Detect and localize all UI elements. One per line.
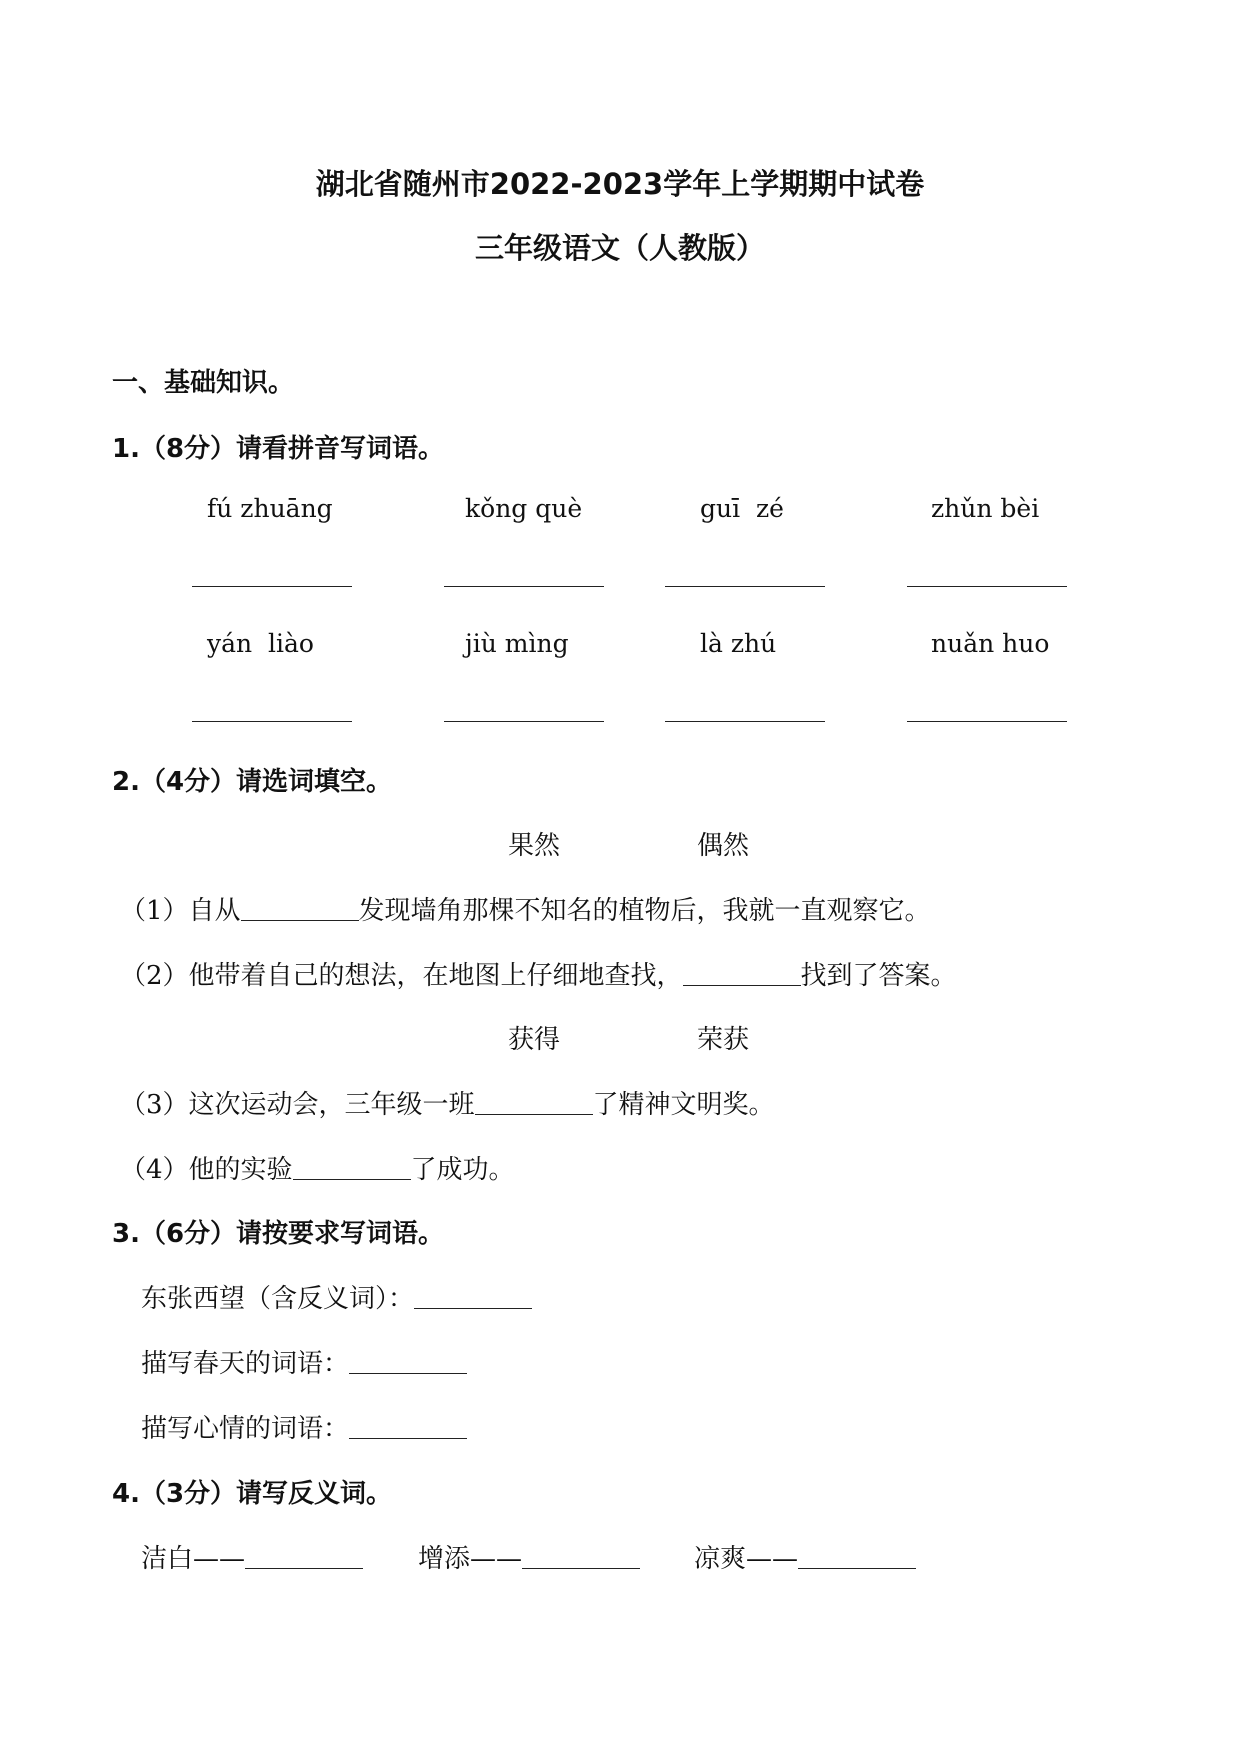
word-option: 获得 — [508, 1025, 561, 1055]
word-option: 荣获 — [697, 1025, 750, 1055]
antonym-word: 凉爽—— — [694, 1544, 799, 1574]
fill-blank[interactable] — [245, 1544, 363, 1569]
question-3-label: 3.（6分）请按要求写词语。 — [112, 1219, 445, 1249]
answer-line[interactable] — [665, 586, 825, 587]
exam-subtitle: 三年级语文（人教版） — [474, 231, 765, 265]
sentence-text: 发现墙角那棵不知名的植物后，我就一直观察它。 — [358, 896, 931, 926]
answer-line[interactable] — [907, 586, 1067, 587]
word-option: 偶然 — [697, 831, 750, 861]
sentence-text: （2）他带着自己的想法，在地图上仔细地查找， — [120, 961, 683, 991]
sentence-2 — [120, 955, 957, 992]
sentence-1 — [120, 890, 931, 927]
antonym-pair-2 — [418, 1538, 640, 1575]
answer-line[interactable] — [665, 721, 825, 722]
answer-line[interactable] — [907, 721, 1067, 722]
antonym-pair-1 — [141, 1538, 363, 1575]
section-heading: 一、基础知识。 — [112, 368, 295, 398]
q3-item-1 — [141, 1278, 532, 1315]
antonym-pair-3 — [694, 1538, 916, 1575]
pinyin-5: yán liào — [207, 629, 314, 658]
fill-blank[interactable] — [241, 896, 359, 921]
question-2-label: 2.（4分）请选词填空。 — [112, 767, 393, 797]
sentence-text: 了成功。 — [410, 1155, 515, 1185]
answer-line[interactable] — [192, 586, 352, 587]
q3-item-2 — [141, 1343, 467, 1380]
item-text: 描写春天的词语： — [141, 1349, 350, 1379]
fill-blank[interactable] — [349, 1414, 467, 1439]
answer-line[interactable] — [444, 721, 604, 722]
fill-blank[interactable] — [475, 1090, 593, 1115]
fill-blank[interactable] — [683, 961, 801, 986]
pinyin-4: zhǔn bèi — [931, 494, 1040, 523]
sentence-text: （3）这次运动会，三年级一班 — [120, 1090, 475, 1120]
item-text: 描写心情的词语： — [141, 1414, 350, 1444]
word-option: 果然 — [508, 831, 561, 861]
antonym-word: 增添—— — [418, 1544, 523, 1574]
antonym-word: 洁白—— — [141, 1544, 246, 1574]
fill-blank[interactable] — [798, 1544, 916, 1569]
pinyin-6: jiù mìng — [465, 629, 569, 658]
sentence-text: 找到了答案。 — [800, 961, 957, 991]
q3-item-3 — [141, 1408, 467, 1445]
fill-blank[interactable] — [414, 1284, 532, 1309]
sentence-text: （4）他的实验 — [120, 1155, 293, 1185]
question-1-label: 1.（8分）请看拼音写词语。 — [112, 434, 445, 464]
pinyin-2: kǒng què — [465, 494, 583, 523]
question-4-label: 4.（3分）请写反义词。 — [112, 1479, 393, 1509]
sentence-4 — [120, 1149, 515, 1186]
pinyin-7: là zhú — [700, 629, 777, 658]
answer-line[interactable] — [444, 586, 604, 587]
sentence-text: 了精神文明奖。 — [592, 1090, 775, 1120]
sentence-3 — [120, 1084, 775, 1121]
fill-blank[interactable] — [293, 1155, 411, 1180]
pinyin-8: nuǎn huo — [931, 629, 1050, 658]
exam-title: 湖北省随州市2022-2023学年上学期期中试卷 — [315, 167, 925, 201]
fill-blank[interactable] — [349, 1349, 467, 1374]
sentence-text: （1）自从 — [120, 896, 241, 926]
pinyin-1: fú zhuāng — [207, 494, 333, 523]
fill-blank[interactable] — [522, 1544, 640, 1569]
item-text: 东张西望（含反义词）： — [141, 1284, 415, 1314]
answer-line[interactable] — [192, 721, 352, 722]
pinyin-3: guī zé — [700, 494, 784, 523]
